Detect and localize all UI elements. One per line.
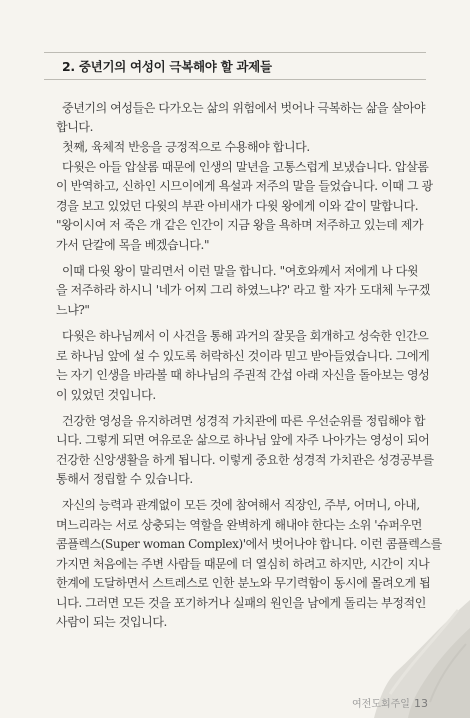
body-line: 경을 보고 있었던 다윗의 부관 아비새가 다윗 왕에게 이와 같이 말합니다. — [56, 199, 419, 213]
page-footer — [352, 695, 428, 710]
body-line: 통해서 정립할 수 있습니다. — [56, 472, 193, 486]
body-line: 을 저주하라 하시니 '네가 어찌 그리 하였느냐?' 라고 할 자가 도대체 누구겠 — [56, 283, 430, 297]
body-line: 건강한 영성을 유지하려면 성경적 가치관에 따른 우선순위를 정립해야 합 — [62, 414, 426, 428]
body-line: 다윗은 하나님께서 이 사건을 통해 과거의 잘못을 회개하고 성숙한 인간으 — [62, 329, 429, 343]
body-line: 첫째, 육체적 반응을 긍정적으로 수용해야 합니다. — [62, 140, 310, 154]
body-line: 이 있었던 것입니다. — [56, 388, 156, 402]
body-line: 한계에 도달하면서 스트레스로 인한 분노와 무기력함이 동시에 몰려오게 됩 — [56, 576, 431, 590]
body-line: 이 반역하고, 신하인 시므이에게 욕설과 저주의 말을 들었습니다. 이때 그 광 — [56, 179, 433, 193]
body-line: 며느리라는 서로 상충되는 역할을 완벽하게 해내야 한다는 소위 '슈퍼우먼 — [56, 518, 422, 532]
body-line: 콤플렉스(Super woman Complex)'에서 벗어나야 합니다. 이런 콤플렉스를 — [56, 537, 442, 551]
body-line: 가서 단칼에 목을 베겠습니다." — [56, 238, 210, 252]
page-number: 13 — [413, 697, 428, 710]
body-line: 건강한 신앙생활을 하게 됩니다. 이렇게 중요한 성경적 가치관은 성경공부를 — [56, 453, 434, 467]
body-line: "왕이시여 저 죽은 개 같은 인간이 지금 왕을 욕하며 저주하고 있는데 제가 — [56, 218, 424, 232]
body-line: 이때 다윗 왕이 말리면서 이런 말을 합니다. "여호와께서 저에게 나 다윗 — [62, 264, 419, 278]
body-line: 니다. 그렇게 되면 여유로운 삶으로 하나님 앞에 자주 나아가는 영성이 되어 — [56, 433, 430, 447]
section-heading-box — [44, 52, 426, 80]
section-heading: 2. 중년기의 여성이 극복해야 할 과제들 — [62, 59, 272, 74]
body-line: 니다. 그러면 모든 것을 포기하거나 실패의 원인을 남에게 돌리는 부정적인 — [56, 596, 426, 610]
body-line: 합니다. — [56, 120, 93, 134]
body-line: 사람이 되는 것입니다. — [56, 615, 167, 629]
body-line: 로 하나님 앞에 설 수 있도록 허락하신 것이라 믿고 받아들였습니다. 그에게 — [56, 349, 430, 363]
body-line: 가지면 처음에는 주변 사람들 때문에 더 열심히 하려고 하지만, 시간이 지나 — [56, 557, 430, 571]
body-line: 는 자기 인생을 바라볼 때 하나님의 주권적 간섭 아래 자신을 돌아보는 영성 — [56, 368, 430, 382]
body-line: 자신의 능력과 관계없이 모든 것에 참여해서 직장인, 주부, 어머니, 아내, — [62, 498, 420, 512]
running-title: 여전도회주일 — [352, 699, 410, 710]
body-line: 느냐?" — [56, 303, 90, 317]
body-line: 다윗은 아들 압살롬 때문에 인생의 말년을 고통스럽게 보냈습니다. 압살롬 — [62, 160, 429, 174]
body-line: 중년기의 여성들은 다가오는 삶의 위험에서 벗어나 극복하는 삶을 살아야 — [62, 101, 426, 115]
